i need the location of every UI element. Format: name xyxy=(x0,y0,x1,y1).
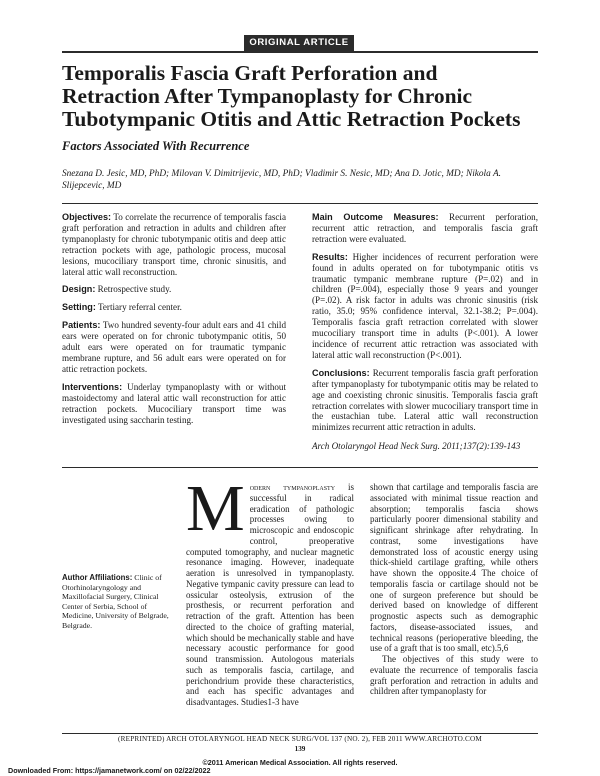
affiliations-text: Clinic of Otorhinolaryngology and Maxillofacial Surgery, Clinical Center of Serbia, School of Medicine, University of Belgrade, Belgrade. xyxy=(62,573,169,630)
design-text: Retrospective study. xyxy=(97,284,172,295)
author-list: Snezana D. Jesic, MD, PhD; Milovan V. Dimitrijevic, MD, PhD; Vladimir S. Nesic, MD; Ana D. Jotic, MD; Nikola A. Slijepcevic, MD xyxy=(62,169,501,191)
page-number: 139 xyxy=(294,745,306,753)
abstract-outcome xyxy=(312,212,538,245)
objectives-text: To correlate the recurrence of temporalis fascia graft perforation and retraction in adults and children after tympanoplasty for chronic tubotympanic otitis and deep attic retraction pockets with age, pathologic process, mucosal lesions, mucociliary transport time, chronic sinusitis, and lateral attic wall reconstruction. xyxy=(62,212,286,277)
copyright-notice: ©2011 American Medical Association. All rights reserved. xyxy=(202,758,398,767)
setting-text: Tertiary referral center. xyxy=(97,302,182,313)
article-type-badge: ORIGINAL ARTICLE xyxy=(244,35,354,51)
abstract-results xyxy=(312,252,538,361)
abstract-patients xyxy=(62,320,286,375)
results-text: Higher incidences of recurrent perforation were found in adults operated on for tubotympanic otitis vs traumatic tympanic membrane rupture (P=.02) and in children (P=.004), especially those 9 years and younger (P=.02). A risk factor in adults was chronic sinusitis (risk ratio, 35.0; 95% confidence interval, 32.1-38.2; P=.004). Temporalis fascia graft retraction correlated with slower mucociliary transport time in adults (P<.001). A lower incidence of recurrent attic retraction was associated with lateral attic wall reconstruction (P<.001). xyxy=(312,251,538,360)
author-affiliations xyxy=(62,573,174,631)
lead-smallcaps: odern tympanoplasty xyxy=(249,482,336,492)
footer-rule xyxy=(62,733,538,734)
abstract-objectives xyxy=(62,212,286,277)
conclusions-text: Recurrent temporalis fascia graft perforation after tympanoplasty for tubotympanic otitis may be related to age and coexisting chronic sinusitis. Temporalis fascia graft retraction correlates with slower mucociliary transport time in the eustachian tube. Lateral attic wall reconstruction minimizes recurrent attic retraction in adults. xyxy=(312,367,538,433)
outcome-text: Recurrent perforation, recurrent attic retraction, and temporalis fascia graft retraction were evaluated. xyxy=(312,212,538,244)
abstract-interventions xyxy=(62,382,286,426)
abstract-setting xyxy=(62,302,286,313)
article-subtitle: Factors Associated With Recurrence xyxy=(62,139,250,153)
footer-journal-line: (REPRINTED) ARCH OTOLARYNGOL HEAD NECK SURG/VOL 137 (NO. 2), FEB 2011 WWW.ARCHOTO.COM xyxy=(118,735,482,743)
download-notice: Downloaded From: https://jamanetwork.com/ on 02/22/2022 xyxy=(8,766,211,775)
setting-label: Setting: xyxy=(62,302,96,313)
body-column-1 xyxy=(186,472,354,708)
design-label: Design: xyxy=(62,284,96,295)
body-paragraph-3: The objectives of this study were to evaluate the recurrence of temporalis fascia graft perforation and retraction in adults and children after tympanoplasty for xyxy=(370,654,538,697)
abstract-right-column xyxy=(312,212,538,459)
outcome-label: Main Outcome Measures: xyxy=(312,212,439,222)
objectives-label: Objectives: xyxy=(62,212,112,222)
body-paragraph-1: is successful in radical eradication of pathologic processes owing to microscopic and endoscopic control, preoperative computed tomography, and nuclear magnetic resonance imaging. However, inadequate aeration is unresolved in tympanoplasty. Negative tympanic cavity pressure can lead to ossicular osteolysis, extrusion of the prosthesis, or recurrent perforation and retraction of the graft. Attention has been directed to the choice of grafting material, which should be mechanically stable and have necessary acoustic performance for good sound transmission. Autologous materials such as temporalis fascia, cartilage, and perichondrium provide these characteristics, and each has specific advantages and disadvantages. Studies1-3 have xyxy=(186,482,354,707)
conclusions-label: Conclusions: xyxy=(312,367,370,378)
interventions-label: Interventions: xyxy=(62,381,123,392)
abstract-left-column xyxy=(62,212,286,432)
citation: Arch Otolaryngol Head Neck Surg. 2011;137(2):139-143 xyxy=(312,441,521,452)
abstract-design xyxy=(62,284,286,295)
affiliations-label: Author Affiliations: xyxy=(62,573,133,582)
article-title: Temporalis Fascia Graft Perforation and Retraction After Tympanoplasty for Chronic Tubotympanic Otitis and Attic Retraction Pockets xyxy=(62,61,521,131)
header-rule xyxy=(62,51,538,53)
abstract-bottom-rule xyxy=(62,467,538,468)
patients-label: Patients: xyxy=(62,320,101,331)
body-paragraph-2: shown that cartilage and temporalis fascia are associated with minimal tissue reaction and absorption; temporalis fascia shows particularly poorer dimensional stability and significant shrinkage after rehydrating. In contrast, some investigations have demonstrated loss of acoustic energy using thick-shield cartilage grafting, while others have shown the opposite.4 The choice of temporalis fascia or cartilage should not be one of surgeon preference but should be derived based on knowledge of different prognostic aspects such as demographic factors, disease-associated issues, and technical reasons (perioperative bleeding, the use of a graft that is too small, etc).5,6 xyxy=(370,482,538,654)
patients-text: Two hundred seventy-four adult ears and 41 child ears were operated on for chronic tubotympanic otitis, 50 adult ears were operated on for traumatic tympanic membrane rupture, and 56 adult ears were operated on for attic retraction pockets. xyxy=(62,320,287,374)
body-column-2 xyxy=(370,482,538,697)
abstract-top-rule xyxy=(62,203,538,204)
drop-cap: M xyxy=(186,472,245,545)
abstract-conclusions xyxy=(312,368,538,433)
interventions-text: Underlay tympanoplasty with or without mastoidectomy and lateral attic wall reconstruction for attic retraction pockets. Mucociliary transport time was investigated using saccharin testing. xyxy=(62,381,286,425)
results-label: Results: xyxy=(312,251,348,262)
